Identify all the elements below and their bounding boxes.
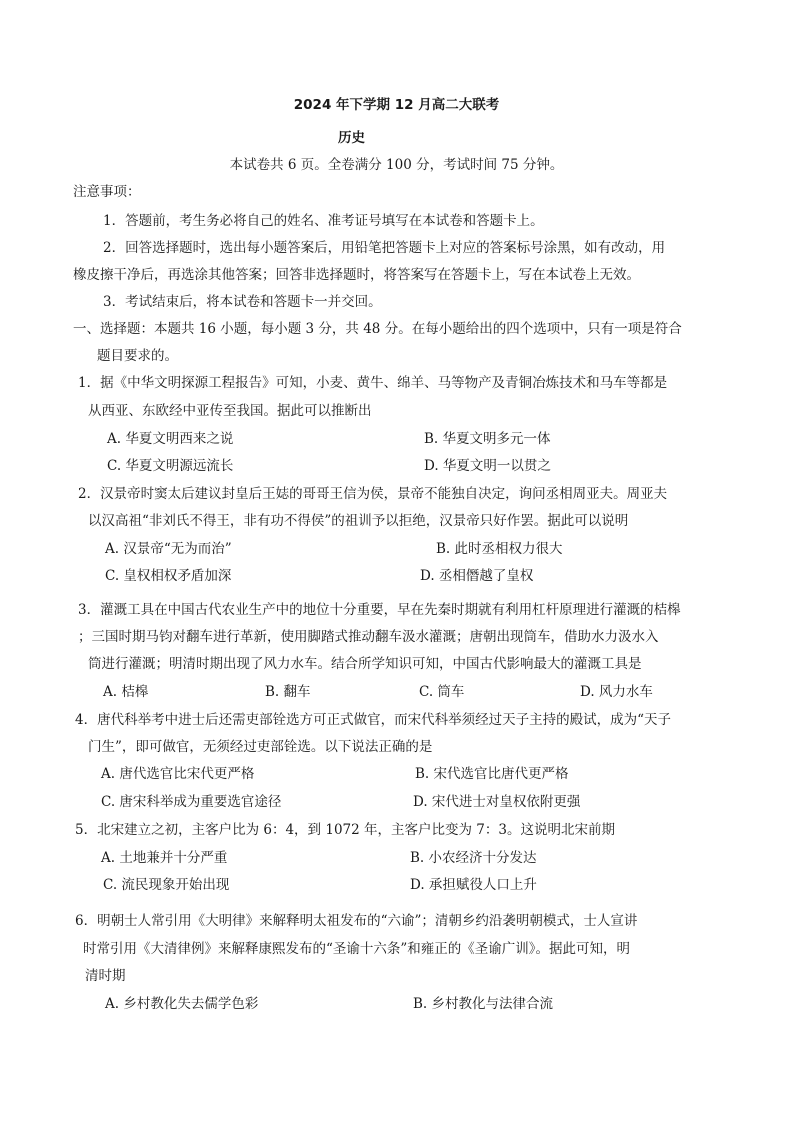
exam-title: 2024 年下学期 12 月高二大联考 — [293, 97, 500, 113]
exam-intro: 本试卷共 6 页。全卷满分 100 分，考试时间 75 分钟。 — [229, 157, 564, 173]
question-4-stem: 门生”，即可做官，无须经过吏部铨选。以下说法正确的是 — [88, 739, 433, 755]
question-1-option-c[interactable]: C. 华夏文明源远流长 — [107, 458, 234, 474]
subject-title: 历史 — [338, 130, 365, 146]
question-6-stem: 6．明朝士人常引用《大明律》来解释明太祖发布的“六谕”；清朝乡约沿袭明朝模式，士人宣讲 — [75, 913, 638, 929]
question-1-option-b[interactable]: B. 华夏文明多元一体 — [424, 431, 551, 447]
question-4-option-a[interactable]: A. 唐代选官比宋代更严格 — [101, 766, 255, 782]
section-1-heading-cont: 题目要求的。 — [97, 348, 178, 364]
question-6-stem: 时常引用《大清律例》来解释康熙发布的“圣谕十六条”和雍正的《圣谕广训》。据此可知，明 — [83, 941, 631, 957]
question-5-stem: 5．北宋建立之初，主客户比为 6：4，到 1072 年，主客户比变为 7：3。这说明北宋前期 — [75, 822, 615, 838]
question-2-option-a[interactable]: A. 汉景帝“无为而治” — [105, 541, 232, 557]
question-1-option-d[interactable]: D. 华夏文明一以贯之 — [424, 458, 551, 474]
question-4-stem: 4．唐代科举考中进士后还需吏部铨选方可正式做官，而宋代科举须经过天子主持的殿试，成为“天子 — [75, 712, 671, 728]
question-4-option-d[interactable]: D. 宋代进士对皇权依附更强 — [413, 794, 581, 810]
question-4-option-c[interactable]: C. 唐宋科举成为重要选官途径 — [101, 794, 282, 810]
notes-heading: 注意事项： — [73, 184, 141, 200]
question-5-option-b[interactable]: B. 小农经济十分发达 — [410, 850, 537, 866]
note-item-3: 3．考试结束后，将本试卷和答题卡一并交回。 — [103, 294, 382, 310]
question-1-stem: 1．据《中华文明探源工程报告》可知，小麦、黄牛、绵羊、马等物产及青铜冶炼技术和马车等都是 — [78, 375, 668, 391]
question-3-option-b[interactable]: B. 翻车 — [265, 684, 311, 700]
section-1-heading: 一、选择题：本题共 16 小题，每小题 3 分，共 48 分。在每小题给出的四个选项中，只有一项是符合 — [73, 321, 682, 337]
question-4-option-b[interactable]: B. 宋代选官比唐代更严格 — [415, 766, 569, 782]
question-3-stem: ；三国时期马钧对翻车进行革新，使用脚踏式推动翻车汲水灌溉；唐朝出现筒车，借助水力汲水入 — [78, 629, 659, 645]
question-2-option-d[interactable]: D. 丞相僭越了皇权 — [420, 568, 534, 584]
question-6-option-a[interactable]: A. 乡村教化失去儒学色彩 — [105, 996, 259, 1012]
question-3-stem: 3．灌溉工具在中国古代农业生产中的地位十分重要，早在先秦时期就有利用杠杆原理进行灌溉的桔槔 — [78, 602, 681, 618]
question-6-option-b[interactable]: B. 乡村教化与法律合流 — [413, 996, 554, 1012]
question-1-option-a[interactable]: A. 华夏文明西来之说 — [107, 431, 234, 447]
note-item-1: 1．答题前，考生务必将自己的姓名、准考证号填写在本试卷和答题卡上。 — [103, 213, 544, 229]
note-item-2-line-1: 2．回答选择题时，选出每小题答案后，用铅笔把答题卡上对应的答案标号涂黑，如有改动，用 — [103, 240, 666, 256]
question-5-option-a[interactable]: A. 土地兼并十分严重 — [101, 850, 228, 866]
question-5-option-c[interactable]: C. 流民现象开始出现 — [103, 877, 230, 893]
question-2-option-b[interactable]: B. 此时丞相权力很大 — [436, 541, 563, 557]
question-6-stem: 清时期 — [85, 968, 126, 984]
question-2-option-c[interactable]: C. 皇权相权矛盾加深 — [105, 568, 232, 584]
note-item-2-line-2: 橡皮擦干净后，再选涂其他答案；回答非选择题时，将答案写在答题卡上，写在本试卷上无效。 — [73, 267, 640, 283]
question-1-stem: 从西亚、东欧经中亚传至我国。据此可以推断出 — [88, 403, 372, 419]
question-3-stem: 筒进行灌溉；明清时期出现了风力水车。结合所学知识可知，中国古代影响最大的灌溉工具是 — [88, 656, 642, 672]
question-2-stem: 以汉高祖“非刘氏不得王，非有功不得侯”的祖训予以拒绝，汉景帝只好作罢。据此可以说明 — [88, 513, 629, 529]
question-5-option-d[interactable]: D. 承担赋役人口上升 — [410, 877, 537, 893]
question-3-option-a[interactable]: A. 桔槔 — [103, 684, 149, 700]
question-2-stem: 2．汉景帝时窦太后建议封皇后王娡的哥哥王信为侯，景帝不能独自决定，询问丞相周亚夫。周亚夫 — [78, 486, 668, 502]
question-3-option-c[interactable]: C. 筒车 — [419, 684, 465, 700]
question-3-option-d[interactable]: D. 风力水车 — [580, 684, 653, 700]
